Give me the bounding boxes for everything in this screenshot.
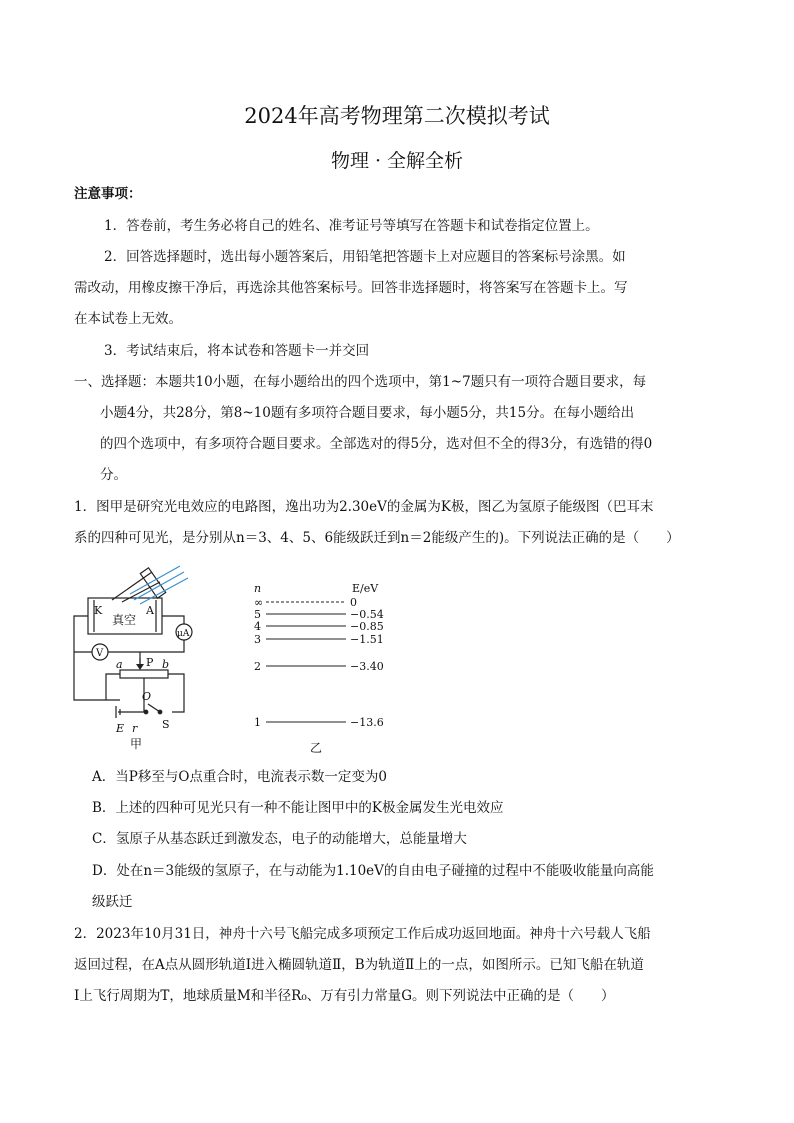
level-energy-value: −0.85 xyxy=(350,620,384,633)
exam-title: 2024年高考物理第二次模拟考试 xyxy=(244,104,550,128)
q1-option-d-cont: 级跃迁 xyxy=(92,894,133,910)
q2-stem-2: 返回过程，在A点从圆形轨道Ⅰ进入椭圆轨道Ⅱ，B为轨道Ⅱ上的一点，如图所示。已知飞船在轨道 xyxy=(74,957,644,973)
level-energy-value: −13.6 xyxy=(350,716,384,729)
circuit-slider-arrow-icon xyxy=(136,658,144,670)
notice-item-3: 3．考试结束后，将本试卷和答题卡一并交回 xyxy=(104,343,370,359)
label-voltmeter: V xyxy=(96,648,104,659)
notice-item-2-end: 在本试卷上无效。 xyxy=(74,311,182,327)
exam-subtitle: 物理 · 全解全析 xyxy=(330,150,464,172)
q1-option-c: C．氢原子从基态跃迁到激发态，电子的动能增大，总能量增大 xyxy=(92,831,467,847)
label-ammeter: μA xyxy=(177,629,190,639)
q1-option-a: A．当P移至与O点重合时，电流表示数一定变为0 xyxy=(92,769,387,785)
notice-item-1: 1．答卷前，考生务必将自己的姓名、准考证号等填写在答题卡和试卷指定位置上。 xyxy=(104,218,599,234)
level-energy-value: −1.51 xyxy=(350,633,384,646)
q2-stem-1: 2．2023年10月31日，神舟十六号飞船完成多项预定工作后成功返回地面。神舟十六号载人飞船 xyxy=(74,926,651,942)
level-energy-value: 0 xyxy=(350,596,357,609)
notice-item-2-cont: 需改动，用橡皮擦干净后，再选涂其他答案标号。回答非选择题时，将答案写在答题卡上。写 xyxy=(74,280,628,296)
q1-option-d: D．处在n＝3能级的氢原子，在与动能为1.10eV的自由电子碰撞的过程中不能吸收能量向高能 xyxy=(92,863,654,879)
label-e: E xyxy=(116,722,125,735)
caption-jia: 甲 xyxy=(130,737,143,751)
level-e-label: E/eV xyxy=(352,582,379,595)
q1-stem-1: 1．图甲是研究光电效应的电路图，逸出功为2.30eV的金属为K极，图乙为氢原子能级图（巴耳末 xyxy=(74,499,654,515)
q1-option-b: B．上述的四种可见光只有一种不能让图甲中的K极金属发生光电效应 xyxy=(92,800,504,816)
label-b: b xyxy=(162,658,170,671)
notice-item-2: 2．回答选择题时，选出每小题答案后，用铅笔把答题卡上对应题目的答案标号涂黑。如 xyxy=(104,249,626,265)
section-line-3: 的四个选项中，有多项符合题目要求。全部选对的得5分，选对但不全的得3分，有选错的得0 xyxy=(100,436,653,452)
level-energy-value: −0.54 xyxy=(350,608,384,621)
level-n-value: 4 xyxy=(254,620,261,633)
label-r: r xyxy=(132,722,138,735)
label-a-electrode: A xyxy=(146,604,154,617)
level-n-value: 2 xyxy=(254,660,261,673)
notice-heading: 注意事项： xyxy=(74,186,142,202)
level-n-label: n xyxy=(254,582,262,595)
level-n-value: 3 xyxy=(254,633,261,646)
label-k: K xyxy=(94,604,103,617)
q1-figure xyxy=(60,562,400,762)
q1-stem-2: 系的四种可见光，是分别从n＝3、4、5、6能级跃迁到n＝2能级产生的)。下列说法正确的是（ ） xyxy=(74,530,680,546)
section-heading: 一、选择题：本题共10小题，在每小题给出的四个选项中，第1~7题只有一项符合题目要求，每 xyxy=(74,374,647,390)
energy-level-diagram xyxy=(254,582,384,755)
label-p: P xyxy=(146,656,154,669)
label-a: a xyxy=(116,658,123,671)
photoelectric-circuit xyxy=(74,566,192,718)
level-energy-value: −3.40 xyxy=(350,660,384,673)
label-o: O xyxy=(142,690,152,703)
label-vacuum: 真空 xyxy=(112,613,137,627)
level-n-value: 1 xyxy=(254,716,261,729)
section-line-4: 分。 xyxy=(100,467,127,483)
rheostat xyxy=(120,670,168,678)
q2-stem-3: Ⅰ上飞行周期为T，地球质量M和半径R₀、万有引力常量G。则下列说法中正确的是（ ） xyxy=(74,988,615,1004)
section-line-2: 小题4分，共28分，第8~10题有多项符合题目要求，每小题5分，共15分。在每小题给出 xyxy=(100,405,635,421)
label-s: S xyxy=(162,718,170,731)
level-n-value: 5 xyxy=(254,608,261,621)
level-n-value: ∞ xyxy=(254,596,264,609)
caption-yi: 乙 xyxy=(310,741,323,755)
